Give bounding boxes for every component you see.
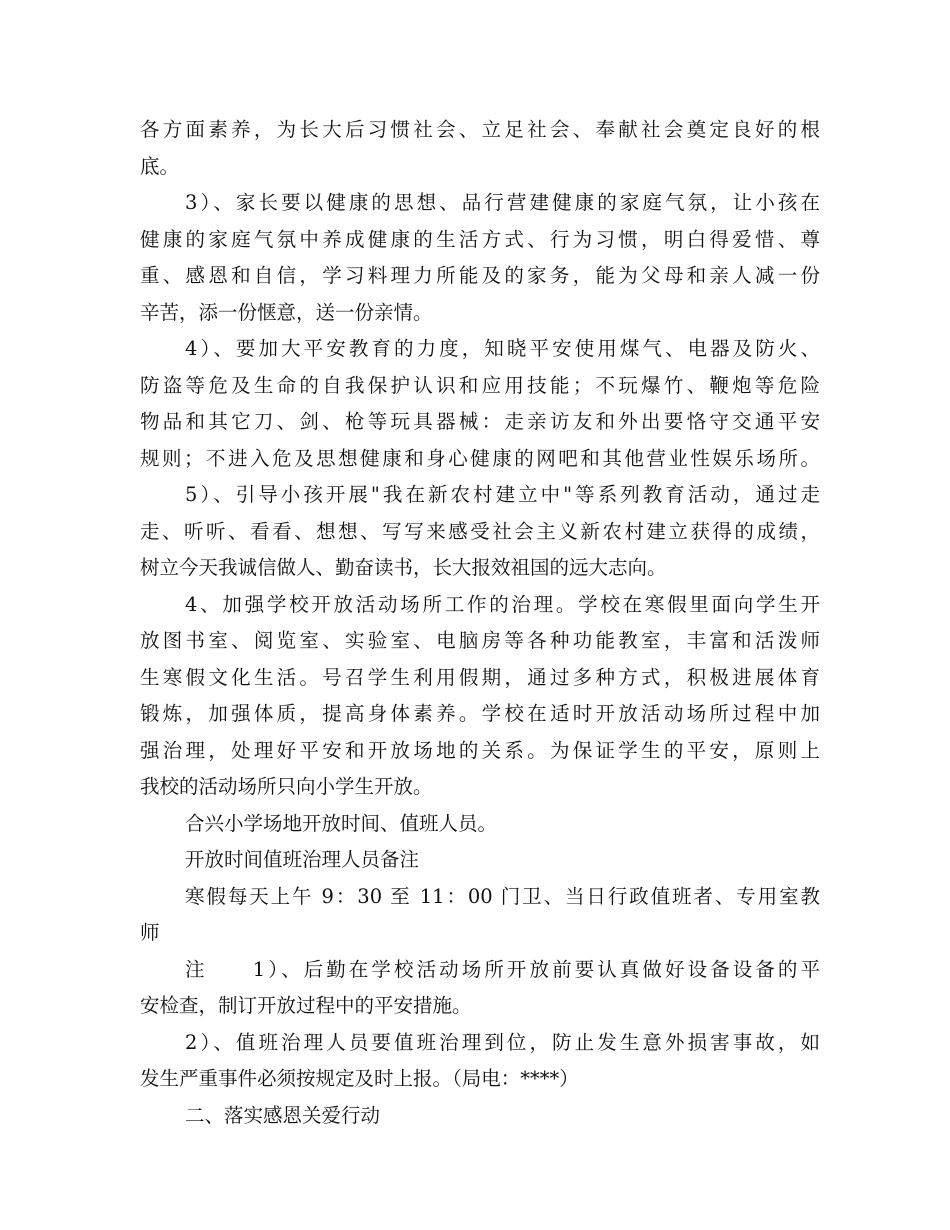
text-line: 师: [140, 921, 160, 944]
text-line: 发生严重事件必须按规定及时上报。（局电：****）: [140, 1067, 579, 1090]
text-line: 辛苦，添一份惬意，送一份亲情。: [140, 300, 433, 324]
text-line: 健康的家庭气氛中养成健康的生活方式、行为习惯，明白得爱惜、尊: [140, 227, 820, 251]
text-line: 树立今天我诚信做人、勤奋读书，长大报效祖国的远大志向。: [140, 556, 667, 579]
text-line: 放图书室、阅览室、实验室、电脑房等各种功能教室，丰富和活泼师: [140, 629, 820, 652]
paragraph-line: 合兴小学场地开放时间、值班人员。: [185, 811, 498, 835]
paragraph-line: 注 1）、后勤在学校活动场所开放前要认真做好设备设备的平: [185, 957, 820, 981]
text-line: 安检查，制订开放过程中的平安措施。: [140, 994, 472, 1017]
paragraph-line: 4、加强学校开放活动场所工作的治理。学校在寒假里面向学生开: [185, 592, 820, 616]
paragraph-line: 4）、要加大平安教育的力度，知晓平安使用煤气、电器及防火、: [185, 337, 820, 360]
text-line: 我校的活动场所只向小学生开放。: [140, 775, 433, 798]
text-line: 各方面素养，为长大后习惯社会、立足社会、奉献社会奠定良好的根: [140, 118, 820, 141]
paragraph-line: 3）、家长要以健康的思想、品行营建健康的家庭气氛，让小孩在: [185, 191, 820, 214]
text-line: 生寒假文化生活。号召学生利用假期，通过多种方式，积极进展体育: [140, 665, 820, 689]
text-line: 锻炼，加强体质，提高身体素养。学校在适时开放活动场所过程中加: [140, 702, 820, 725]
text-line: 底。: [140, 154, 180, 178]
text-line: 重、感恩和自信，学习料理力所能及的家务，能为父母和亲人减一份: [140, 264, 820, 287]
text-line: 规则；不进入危及思想健康和身心健康的网吧和其他营业性娱乐场所。: [140, 446, 820, 470]
section-heading: 二、落实感恩关爱行动: [185, 1103, 381, 1127]
paragraph-line: 2）、值班治理人员要值班治理到位，防止发生意外损害事故，如: [185, 1030, 820, 1054]
paragraph-line: 寒假每天上午 9：30 至 11：00 门卫、当日行政值班者、专用室教: [185, 884, 820, 908]
text-line: 强治理，处理好平安和开放场地的关系。为保证学生的平安，原则上: [140, 738, 820, 762]
text-line: 防盗等危及生命的自我保护认识和应用技能；不玩爆竹、鞭炮等危险: [140, 373, 820, 397]
paragraph-line: 开放时间值班治理人员备注: [185, 848, 420, 871]
paragraph-line: 5）、引导小孩开展"我在新农村建立中"等系列教育活动，通过走: [185, 483, 820, 506]
document-page: [140, 112, 820, 1134]
text-line: 走、听听、看看、想想、写写来感受社会主义新农村建立获得的成绩，: [140, 519, 820, 543]
text-line: 物品和其它刀、剑、枪等玩具器械：走亲访友和外出要恪守交通平安: [140, 410, 820, 433]
